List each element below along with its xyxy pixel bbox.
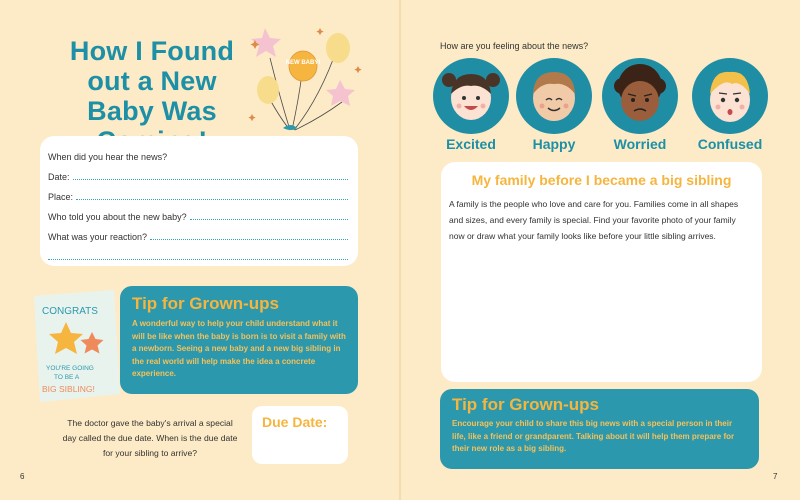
card-congrats-text: CONGRATS (42, 306, 98, 317)
family-card-text: A family is the people who love and care for you. Families come in all shapes and sizes, and every family is special. Find your favorite photo of your family now or draw what your family looks like before your little sibling arrives. (449, 199, 739, 241)
card-line3-text: TO BE A (54, 374, 80, 381)
tip-grownups-left (120, 286, 358, 394)
date-write-line[interactable] (73, 179, 348, 180)
due-date-label: Due Date: (262, 414, 328, 430)
family-card-title: My family before I became a big sibling (471, 172, 732, 188)
family-drawing-card[interactable] (441, 162, 762, 382)
tip-text-right: Encourage your child to share this big news with a special person in their life, like a friend or grandparent. Talking about it will help them prepare for their new role as a big sibling. (452, 419, 735, 453)
balloon-illustration (240, 18, 370, 138)
place-write-line[interactable] (76, 199, 348, 200)
form-row-who[interactable] (48, 208, 348, 222)
card-line2-text: YOU'RE GOING (46, 365, 94, 372)
due-date-prompt: The doctor gave the baby's arrival a special day called the due date. When is the due date for your sibling to arrive? (62, 418, 238, 458)
face-confused-icon[interactable] (690, 56, 770, 136)
form-row-when (48, 148, 348, 162)
page-number-right: 7 (773, 472, 778, 481)
feeling-label-happy: Happy (532, 136, 576, 152)
tip-grownups-right (440, 389, 759, 469)
feeling-question: How are you feeling about the news? (440, 41, 589, 51)
form-row-extra[interactable] (48, 248, 348, 262)
form-row-place[interactable] (48, 188, 348, 202)
extra-write-line[interactable] (48, 259, 348, 260)
form-label-reaction: What was your reaction? (48, 232, 148, 242)
form-label-who: Who told you about the new baby? (48, 212, 187, 222)
card-line4-text: BIG SIBLING! (42, 384, 95, 394)
feeling-label-excited: Excited (446, 136, 496, 152)
tip-text-left: A wonderful way to help your child understand what it will be like when the baby is born is to visit a family with a newborn. Seeing a new baby and a new big sibling in the real world will help make the idea a concrete experience. (132, 319, 346, 378)
face-worried-icon[interactable] (600, 56, 680, 136)
reaction-write-line[interactable] (150, 239, 348, 240)
page-title: How I Found out a New Baby Was (69, 36, 235, 126)
form-label-date: Date: (48, 172, 70, 182)
form-label-when: When did you hear the news? (48, 152, 168, 162)
page-number-left: 6 (20, 472, 25, 481)
face-happy-icon[interactable] (514, 56, 594, 136)
news-form-card (40, 136, 358, 266)
feeling-label-worried: Worried (613, 136, 667, 152)
form-row-reaction[interactable] (48, 228, 348, 242)
page-gutter (399, 0, 401, 500)
who-write-line[interactable] (190, 219, 348, 220)
congrats-card-illustration (32, 290, 122, 402)
form-row-date[interactable] (48, 168, 348, 182)
form-label-place: Place: (48, 192, 74, 202)
balloon-label: NEW BABY! (285, 60, 321, 66)
tip-title-right: Tip for Grown-ups (452, 395, 600, 414)
due-date-box[interactable] (252, 406, 348, 464)
feeling-label-confused: Confused (697, 136, 763, 152)
face-excited-icon[interactable] (431, 56, 511, 136)
tip-title-left: Tip for Grown-ups (132, 294, 280, 313)
